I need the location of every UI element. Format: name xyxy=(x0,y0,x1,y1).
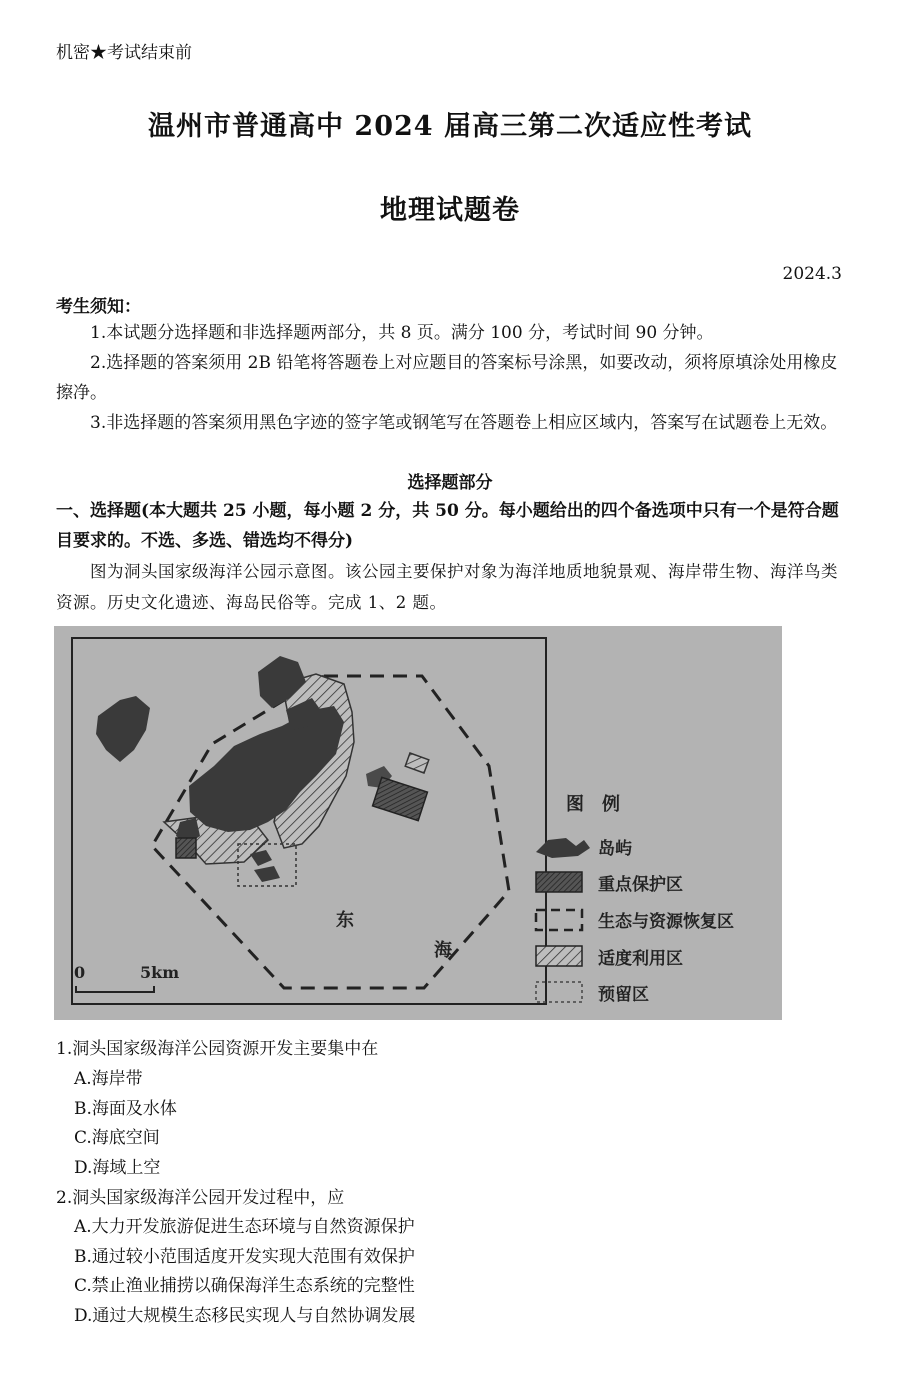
question-1-stem: 1.洞头国家级海洋公园资源开发主要集中在 xyxy=(56,1039,379,1059)
moderate-use-icon xyxy=(536,946,582,966)
question-1-option-c: C.海底空间 xyxy=(74,1128,160,1148)
notice-item-2: 2.选择题的答案须用 2B 铅笔将答题卷上对应题目的答案标号涂黑，如要改动，须将原填涂处用橡皮擦净。 xyxy=(56,353,838,403)
question-2-option-c: C.禁止渔业捕捞以确保海洋生态系统的完整性 xyxy=(74,1276,415,1296)
notice-item-3: 3.非选择题的答案须用黑色字迹的签字笔或钢笔写在答题卷上相应区域内，答案写在试题卷上无效。 xyxy=(90,413,838,433)
notice-item-1: 1.本试题分选择题和非选择题两部分，共 8 页。满分 100 分，考试时间 90 分钟。 xyxy=(90,323,714,343)
legend-island-label: 岛屿 xyxy=(598,839,632,859)
scale-zero: 0 xyxy=(74,963,86,982)
question-2-stem: 2.洞头国家级海洋公园开发过程中，应 xyxy=(56,1188,345,1208)
question-1-option-b: B.海面及水体 xyxy=(74,1099,177,1119)
question-1-option-d: D.海域上空 xyxy=(74,1158,161,1178)
question-2-option-b: B.通过较小范围适度开发实现大范围有效保护 xyxy=(74,1247,415,1267)
question-1-option-a: A.海岸带 xyxy=(74,1069,143,1089)
exam-title: 温州市普通高中 2024 届高三第二次适应性考试 xyxy=(148,111,752,142)
section-title: 选择题部分 xyxy=(407,473,493,493)
scale-value: 5km xyxy=(140,963,180,982)
sea-label-sea: 海 xyxy=(434,940,452,961)
marine-park-map xyxy=(54,626,782,1020)
legend-reserved-label: 预留区 xyxy=(598,985,649,1005)
legend-key-protection-label: 重点保护区 xyxy=(598,875,683,895)
question-2-option-d: D.通过大规模生态移民实现人与自然协调发展 xyxy=(74,1306,416,1326)
key-protection-zone xyxy=(176,838,196,858)
exam-date: 2024.3 xyxy=(782,264,842,284)
key-protection-icon xyxy=(536,872,582,892)
section-heading: 一、选择题(本大题共 25 小题，每小题 2 分，共 50 分。每小题给出的四个备选项中只有一个是符合题目要求的。不选、多选、错选均不得分) xyxy=(56,501,839,551)
legend-title: 图 例 xyxy=(566,794,620,815)
paper-subject-title: 地理试题卷 xyxy=(380,195,520,226)
confidential-mark: 机密★考试结束前 xyxy=(56,43,192,63)
sea-label-east: 东 xyxy=(336,910,354,931)
legend-eco-restore-label: 生态与资源恢复区 xyxy=(598,912,734,932)
notice-heading: 考生须知： xyxy=(56,297,141,317)
question-2-option-a: A.大力开发旅游促进生态环境与自然资源保护 xyxy=(74,1217,415,1237)
legend-moderate-use-label: 适度利用区 xyxy=(598,949,683,969)
question-intro: 图为洞头国家级海洋公园示意图。该公园主要保护对象为海洋地质地貌景观、海岸带生物、海洋鸟类资源。历史文化遗迹、海岛民俗等。完成 1、2 题。 xyxy=(56,562,838,612)
